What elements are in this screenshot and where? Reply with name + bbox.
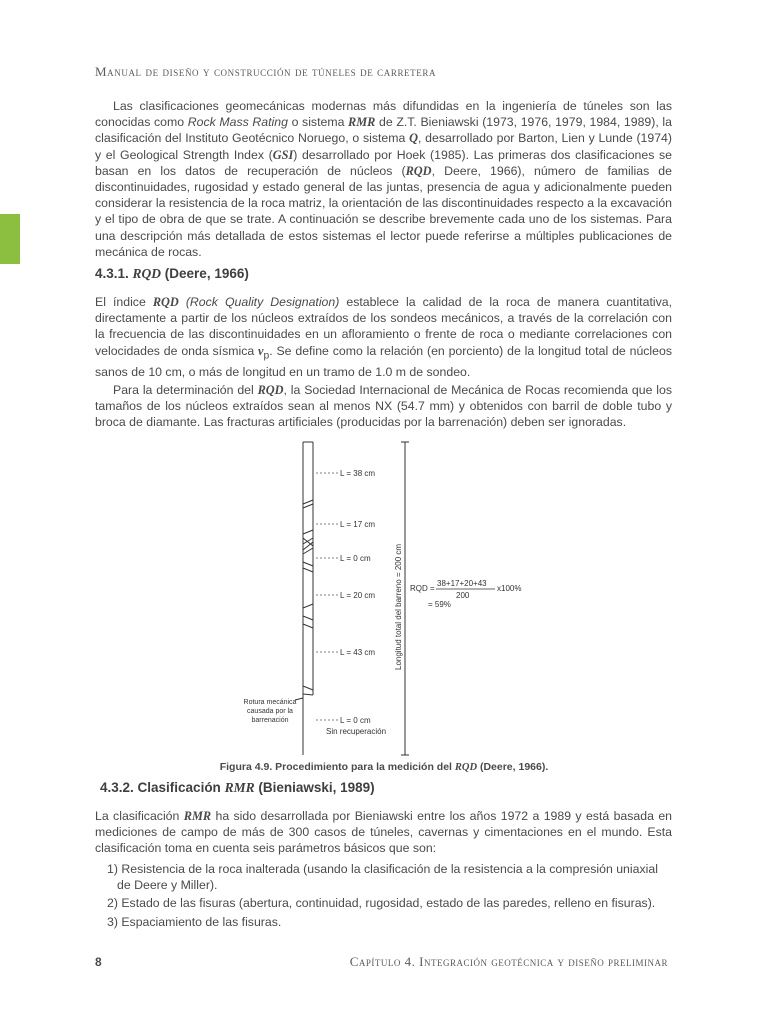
svg-text:38+17+20+43: 38+17+20+43 — [437, 579, 487, 588]
page-number: 8 — [95, 955, 102, 969]
segment-label: L = 43 cm — [340, 648, 376, 657]
paragraph-intro: Las clasificaciones geomecánicas modernas más difundidas en la ingeniería de túneles son las conocidas como Rock Mass Rating o sistema RMR de Z.T. Bieniawski (1973, 1976, 1979, 1984, 1989), la clasificación del Instituto Geotécnico Noruego, o sistema Q, desarrollado por Barton, Lien y Lunde (1974) y el Geological Strength Index (GSI) desarrollado por Hoek (1985). Las primeras dos clasificaciones se basan en los datos de recuperación de núcleos (RQD, Deere, 1966), número de familias de discontinuidades, rugosidad y estado general de las juntas, presencia de agua y adicionalmente pueden considerar la resistencia de la roca matriz, la orientación de las discontinuidades respecto a la excavación y el tipo de obra de que se trate. A continuación se describe brevemente cada uno de los sistemas. Para una descripción más detallada de estos sistemas el lector puede referirse a múltiples publicaciones de mecánica de rocas. — [95, 99, 672, 259]
total-length-label: Longitud total del barreno = 200 cm — [394, 543, 403, 670]
svg-text:x100%: x100% — [497, 584, 522, 593]
rmr-parameters-list — [107, 861, 672, 932]
segment-label: L = 20 cm — [340, 591, 376, 600]
chapter-footer: Capítulo 4. Integración geotécnica y diseño preliminar — [349, 954, 668, 969]
list-item: 2) Estado de las fisuras (abertura, continuidad, rugosidad, estado de las paredes, relleno en fisuras). — [107, 896, 656, 911]
rqd-core-figure — [230, 440, 560, 760]
chapter-tab-marker — [0, 214, 20, 264]
break-note-line: Rotura mecánica — [243, 699, 297, 706]
segment-label: L = 38 cm — [340, 469, 376, 478]
list-item: 1) Resistencia de la roca inalterada (usando la clasificación de la resistencia a la compresión uniaxial de Deere y Miller). — [107, 862, 658, 893]
segment-label: L = 0 cm — [340, 716, 371, 725]
core-column — [295, 442, 313, 755]
section-heading-4-3-2: 4.3.2. Clasificación RMR (Bieniawski, 1989) — [100, 780, 375, 795]
segment-label: L = 0 cm — [340, 554, 371, 563]
paragraph-rmr-intro: La clasificación RMR ha sido desarrollada por Bieniawski entre los años 1972 a 1989 y está basada en mediciones de campo de más de 300 casos de túneles, cavernas y cimentaciones en el mundo. Esta clasificación toma en cuenta seis parámetros básicos que son: — [95, 809, 672, 856]
figure-caption: Figura 4.9. Procedimiento para la medición del RQD (Deere, 1966). — [219, 761, 549, 773]
no-recovery-label: Sin recuperación — [326, 727, 387, 736]
break-note-line: causada por la — [247, 708, 293, 715]
paragraph-rqd-definition: El índice RQD (Rock Quality Designation) establece la calidad de la roca de manera cuantitativa, directamente a partir de los núcleos extraídos de los sondeos mecánicos, a través de la correlación con la frecuencia de las discontinuidades en un afloramiento o frente de roca o mediante correlaciones con velocidades de onda sísmica $v_p$. Se define como la relación (en porciento) de la longitud total de núcleos sanos de 10 cm, o más de longitud en un tramo de 1.0 m de sondeo. — [95, 295, 672, 380]
break-note-line: barrenación — [251, 717, 289, 724]
section-heading-4-3-1: 4.3.1. RQD (Deere, 1966) — [95, 266, 249, 281]
rqd-formula — [410, 579, 521, 609]
segment-label: L = 17 cm — [340, 520, 376, 529]
running-header: Manual de diseño y construcción de túneles de carretera — [95, 64, 437, 79]
svg-text:RQD =: RQD = — [410, 584, 435, 593]
svg-text:200: 200 — [456, 591, 470, 600]
svg-text:= 59%: = 59% — [428, 600, 451, 609]
paragraph-rqd-determination: Para la determinación del RQD, la Sociedad Internacional de Mecánica de Rocas recomienda que los tamaños de los núcleos extraídos sean al menos NX (54.7 mm) y obtenidos con barril de doble tubo y broca de diamante. Las fracturas artificiales (producidas por la barrenación) deben ser ignoradas. — [95, 383, 672, 430]
list-item: 3) Espaciamiento de las fisuras. — [107, 914, 282, 929]
